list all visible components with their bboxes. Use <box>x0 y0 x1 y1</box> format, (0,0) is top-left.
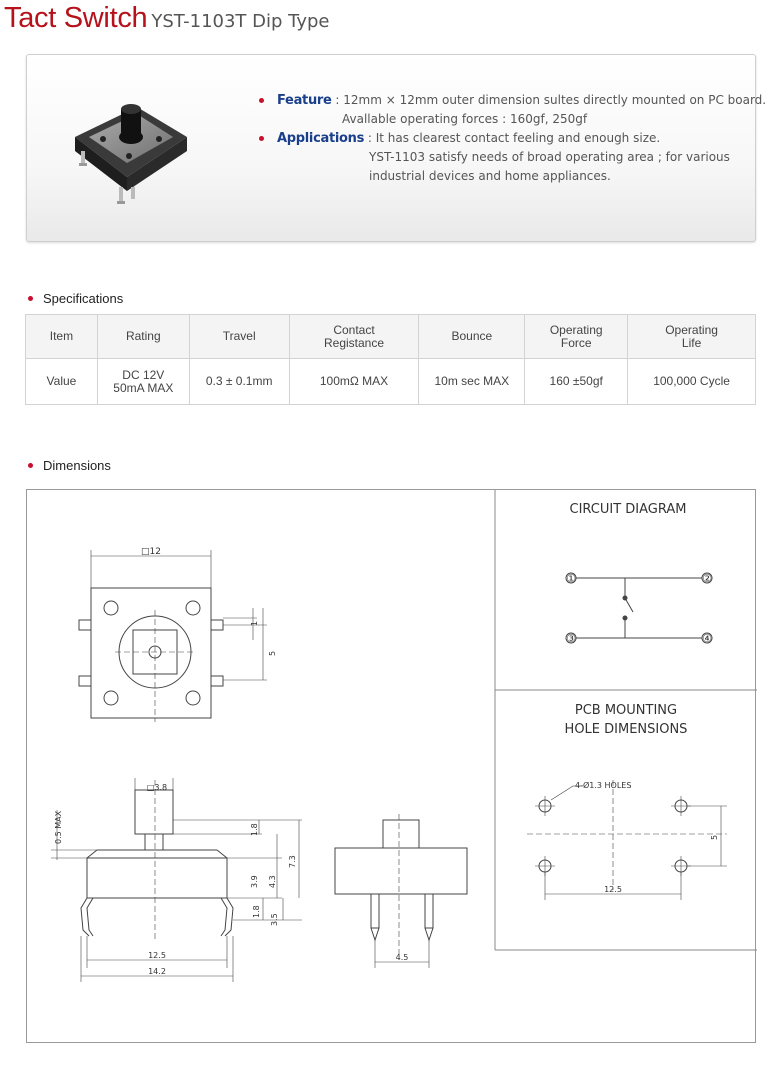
pin-1: ① <box>566 572 576 585</box>
dim-square38: □3.8 <box>146 783 168 792</box>
title-sub: YST-1103T Dip Type <box>151 11 330 32</box>
table-header-cell: Operating Life <box>628 315 756 359</box>
dim-39: 3.9 <box>250 875 259 888</box>
dim-142: 14.2 <box>148 967 166 976</box>
table-row <box>26 359 756 405</box>
pcb-holes-label: 4-Ø1.3 HOLES <box>575 781 632 790</box>
bullet-icon <box>28 463 33 468</box>
pin-2: ② <box>702 572 712 585</box>
pcb-title-line1: PCB MOUNTING <box>574 703 678 718</box>
table-cell: 100,000 Cycle <box>628 359 756 405</box>
dim-125: 12.5 <box>148 951 166 960</box>
feature-list <box>259 91 767 186</box>
product-image <box>67 79 197 209</box>
feature-text: 12mm × 12mm outer dimension sultes directly mounted on PC board. <box>343 93 767 107</box>
table-header-cell: Operating Force <box>525 315 628 359</box>
pcb-dim-125: 12.5 <box>604 885 622 894</box>
pin-4: ④ <box>702 632 712 645</box>
dim-73: 7.3 <box>288 855 297 868</box>
table-header-cell: Item <box>26 315 98 359</box>
table-cell: 160 ±50gf <box>525 359 628 405</box>
circuit-title: CIRCUIT DIAGRAM <box>569 502 687 517</box>
dim-43: 4.3 <box>268 875 277 888</box>
dim-35: 3.5 <box>270 913 279 926</box>
dim-5: 5 <box>268 650 277 656</box>
pcb-title-line2: HOLE DIMENSIONS <box>564 722 688 737</box>
dim-18a: 1.8 <box>250 823 259 836</box>
feature-panel <box>26 54 767 242</box>
pcb-dim-5: 5 <box>710 834 719 840</box>
dim-05max: 0.5 MAX <box>54 810 63 844</box>
dim-18b: 1.8 <box>252 905 261 918</box>
dim-square12: □12 <box>141 547 161 557</box>
specifications-table <box>25 314 756 405</box>
table-header-cell: Contact Registance <box>289 315 419 359</box>
dimension-drawing <box>27 490 757 1044</box>
dimensions-panel <box>26 489 756 1043</box>
table-header-cell: Travel <box>189 315 289 359</box>
dim-1: 1 <box>250 620 259 626</box>
page-title <box>4 2 330 40</box>
applications-item: Applications : It has clearest contact feeling and enough size. <box>259 129 759 148</box>
table-cell: 10m sec MAX <box>419 359 525 405</box>
bullet-icon <box>28 296 33 301</box>
applications-text: It has clearest contact feeling and enough size. <box>375 131 661 145</box>
dimensions-heading: Dimensions <box>28 458 111 473</box>
table-cell: 0.3 ± 0.1mm <box>189 359 289 405</box>
table-header-row <box>26 315 756 359</box>
table-header-cell: Rating <box>97 315 189 359</box>
applications-text-line2: YST-1103 satisfy needs of broad operating area ; for various <box>369 150 730 164</box>
bullet-icon <box>259 98 264 103</box>
table-cell: Value <box>26 359 98 405</box>
title-main: Tact Switch <box>4 2 148 34</box>
table-cell: 100mΩ MAX <box>289 359 419 405</box>
table-header-cell: Bounce <box>419 315 525 359</box>
feature-label: Feature <box>277 93 332 108</box>
pin-3: ③ <box>566 632 576 645</box>
feature-text-line2: Avallable operating forces : 160gf, 250gf <box>342 112 588 126</box>
table-cell: DC 12V 50mA MAX <box>97 359 189 405</box>
specifications-heading: Specifications <box>28 291 123 306</box>
applications-text-line3: industrial devices and home appliances. <box>369 169 611 183</box>
applications-label: Applications <box>277 131 365 146</box>
feature-item: Feature : 12mm × 12mm outer dimension sultes directly mounted on PC board. <box>259 91 759 110</box>
dim-45: 4.5 <box>395 953 409 962</box>
bullet-icon <box>259 136 264 141</box>
